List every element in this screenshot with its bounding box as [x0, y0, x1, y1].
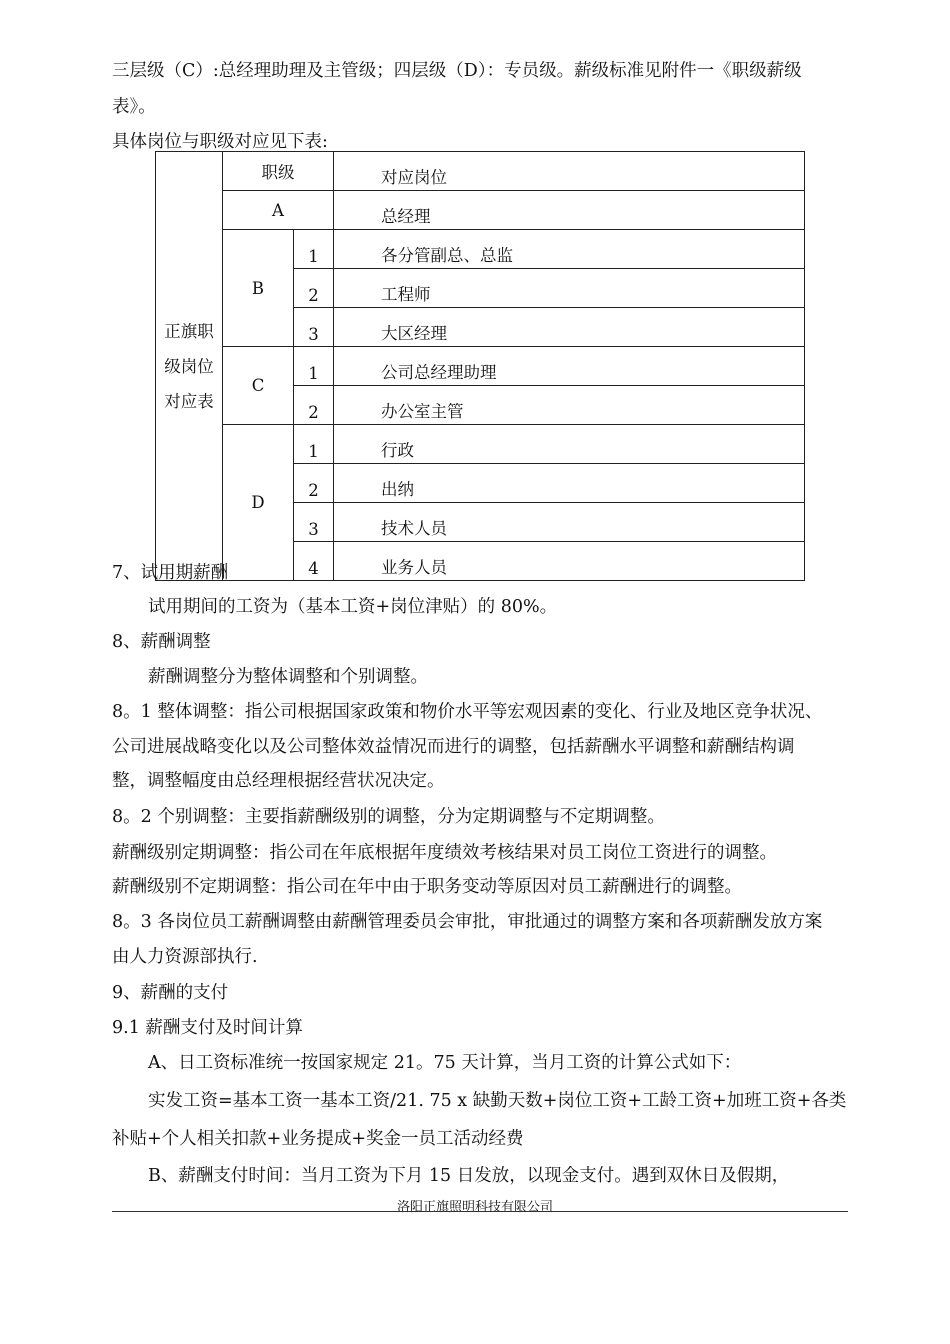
sub-level-cell: 1 [294, 347, 334, 386]
position-cell: 各分管副总、总监 [334, 230, 805, 269]
paragraph-line: 8。1 整体调整：指公司根据国家政策和物价水平等宏观因素的变化、行业及地区竞争状况、 [112, 702, 823, 722]
paragraph-line: 表》。 [112, 97, 156, 117]
position-cell: 业务人员 [334, 542, 805, 581]
footer-company: 洛阳正旗照明科技有限公司 [396, 1200, 553, 1215]
paragraph-line: A、日工资标准统一按国家规定 21。75 天计算，当月工资的计算公式如下： [148, 1053, 742, 1073]
paragraph-line: 薪酬级别定期调整：指公司在年底根据年度绩效考核结果对员工岗位工资进行的调整。 [112, 843, 777, 863]
sub-level-cell: 1 [294, 425, 334, 464]
position-cell: 出纳 [334, 464, 805, 503]
grade-cell: B [223, 230, 294, 347]
paragraph-line: 8。2 个别调整：主要指薪酬级别的调整，分为定期调整与不定期调整。 [112, 807, 665, 827]
position-cell: 技术人员 [334, 503, 805, 542]
position-cell: 大区经理 [334, 308, 805, 347]
formula-line: 实发工资=基本工资一基本工资/21. 75 x 缺勤天数+岗位工资+工龄工资+加班工资+各类 [148, 1091, 847, 1111]
sub-level-cell: 3 [294, 308, 334, 347]
paragraph-line: 8。3 各岗位员工薪酬调整由薪酬管理委员会审批，审批通过的调整方案和各项薪酬发放方案 [112, 912, 823, 932]
sub-level-cell: 4 [294, 542, 334, 581]
paragraph-line: 薪酬级别不定期调整：指公司在年中由于职务变动等原因对员工薪酬进行的调整。 [112, 877, 742, 897]
header-position: 对应岗位 [334, 152, 805, 191]
sub-level-cell: 2 [294, 386, 334, 425]
grade-cell: D [223, 425, 294, 581]
paragraph-line: B、薪酬支付时间：当月工资为下月 15 日发放，以现金支付。遇到双休日及假期， [148, 1166, 790, 1186]
table-row [156, 347, 805, 386]
table-title-line: 级岗位 [164, 356, 214, 376]
paragraph-line: 三层级（C）:总经理助理及主管级；四层级（D）：专员级。薪级标准见附件一《职级薪级 [112, 61, 802, 81]
sub-level-cell: 2 [294, 269, 334, 308]
subsection-heading: 9.1 薪酬支付及时间计算 [112, 1018, 303, 1038]
position-cell: 工程师 [334, 269, 805, 308]
sub-level-cell: 2 [294, 464, 334, 503]
table-intro: 具体岗位与职级对应见下表: [112, 132, 328, 152]
paragraph-line: 公司进展战略变化以及公司整体效益情况而进行的调整，包括薪酬水平调整和薪酬结构调 [112, 737, 795, 757]
position-cell: 办公室主管 [334, 386, 805, 425]
grade-position-table [155, 151, 805, 581]
section-heading: 7、试用期薪酬 [112, 563, 229, 583]
table-title-cell [156, 152, 223, 581]
footer-divider [112, 1211, 848, 1212]
table-row [156, 191, 805, 230]
position-cell: 行政 [334, 425, 805, 464]
table-title-line: 正旗职 [164, 321, 214, 341]
section-heading: 9、薪酬的支付 [112, 983, 229, 1003]
paragraph-line: 薪酬调整分为整体调整和个别调整。 [148, 667, 428, 687]
position-cell: 公司总经理助理 [334, 347, 805, 386]
sub-level-cell: 1 [294, 230, 334, 269]
paragraph-line: 由人力资源部执行. [112, 947, 258, 967]
table-row [156, 230, 805, 269]
position-cell: 总经理 [334, 191, 805, 230]
table-row [156, 425, 805, 464]
header-grade: 职级 [223, 152, 334, 191]
table-title-line: 对应表 [164, 391, 214, 411]
section-heading: 8、薪酬调整 [112, 632, 211, 652]
paragraph-line: 整，调整幅度由总经理根据经营状况决定。 [112, 771, 445, 791]
paragraph-line: 试用期间的工资为（基本工资+岗位津贴）的 80%。 [148, 597, 558, 617]
grade-cell: A [223, 191, 334, 230]
sub-level-cell: 3 [294, 503, 334, 542]
formula-line: 补贴+个人相关扣款+业务提成+奖金一员工活动经费 [112, 1129, 524, 1149]
grade-cell: C [223, 347, 294, 425]
